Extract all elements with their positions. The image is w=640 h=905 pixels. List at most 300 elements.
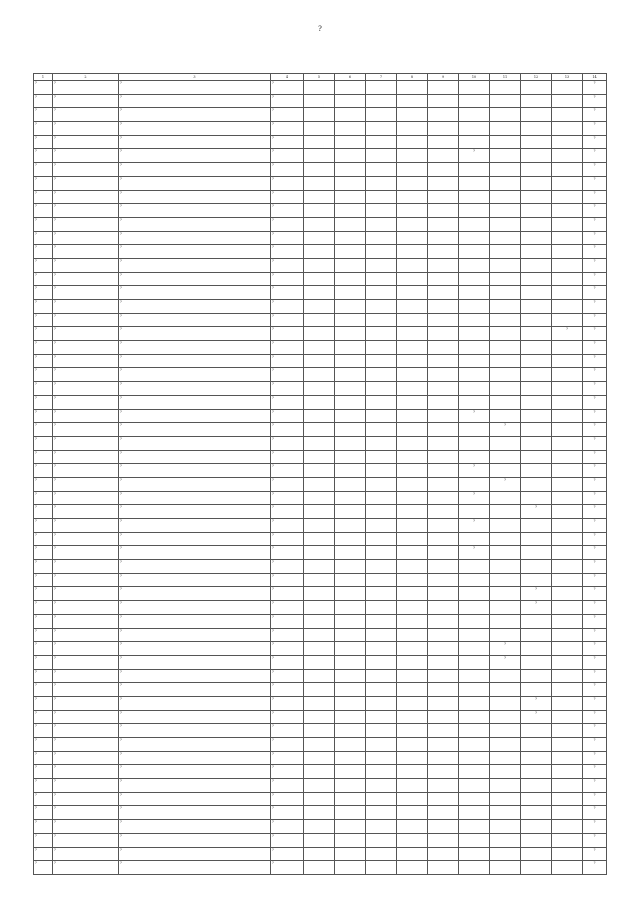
col-14: ?	[583, 258, 607, 272]
col-12	[521, 81, 552, 95]
col-10	[459, 190, 490, 204]
row-number: ?	[34, 833, 53, 847]
table-row	[34, 546, 607, 560]
col-6	[335, 792, 366, 806]
col-9	[428, 368, 459, 382]
col-10	[459, 806, 490, 820]
col-7	[366, 464, 397, 478]
col-7	[366, 806, 397, 820]
address: ?	[119, 655, 271, 669]
col-6	[335, 738, 366, 752]
row-number: ?	[34, 477, 53, 491]
col-14: ?	[583, 272, 607, 286]
address: ?	[119, 149, 271, 163]
row-number: ?	[34, 149, 53, 163]
col-11	[490, 696, 521, 710]
col-5	[304, 642, 335, 656]
col-10	[459, 245, 490, 259]
table-row	[34, 724, 607, 738]
col-6	[335, 833, 366, 847]
row-number: ?	[34, 272, 53, 286]
col-14: ?	[583, 779, 607, 793]
table-row	[34, 423, 607, 437]
table-row	[34, 204, 607, 218]
col-5	[304, 122, 335, 136]
address: ?	[119, 286, 271, 300]
col-9	[428, 614, 459, 628]
col-8	[397, 176, 428, 190]
col-5	[304, 820, 335, 834]
col-12	[521, 122, 552, 136]
year: ?	[271, 792, 304, 806]
col-9	[428, 245, 459, 259]
district-name: ?	[53, 683, 119, 697]
row-number: ?	[34, 368, 53, 382]
table-row	[34, 245, 607, 259]
col-14: ?	[583, 354, 607, 368]
col-11	[490, 587, 521, 601]
col-9	[428, 436, 459, 450]
year: ?	[271, 601, 304, 615]
district-name: ?	[53, 546, 119, 560]
year: ?	[271, 327, 304, 341]
col-8	[397, 450, 428, 464]
col-6	[335, 587, 366, 601]
col-5	[304, 94, 335, 108]
col-6	[335, 861, 366, 875]
col-13	[552, 628, 583, 642]
column-header: 6	[335, 74, 366, 81]
col-5	[304, 204, 335, 218]
col-10	[459, 300, 490, 314]
col-14: ?	[583, 81, 607, 95]
col-5	[304, 395, 335, 409]
col-12	[521, 477, 552, 491]
col-7	[366, 258, 397, 272]
col-5	[304, 573, 335, 587]
col-5	[304, 792, 335, 806]
col-11	[490, 190, 521, 204]
col-11: ?	[490, 477, 521, 491]
col-11	[490, 628, 521, 642]
table-row	[34, 491, 607, 505]
col-5	[304, 149, 335, 163]
col-8	[397, 806, 428, 820]
col-6	[335, 176, 366, 190]
col-6	[335, 696, 366, 710]
col-6	[335, 614, 366, 628]
col-9	[428, 423, 459, 437]
row-number: ?	[34, 341, 53, 355]
col-5	[304, 272, 335, 286]
year: ?	[271, 519, 304, 533]
col-8	[397, 546, 428, 560]
year: ?	[271, 436, 304, 450]
year: ?	[271, 108, 304, 122]
col-9	[428, 738, 459, 752]
col-11	[490, 573, 521, 587]
col-10	[459, 710, 490, 724]
col-12: ?	[521, 505, 552, 519]
district-name: ?	[53, 436, 119, 450]
col-7	[366, 81, 397, 95]
col-7	[366, 628, 397, 642]
row-number: ?	[34, 122, 53, 136]
col-14: ?	[583, 683, 607, 697]
col-8	[397, 108, 428, 122]
district-name: ?	[53, 751, 119, 765]
col-13	[552, 163, 583, 177]
col-5	[304, 108, 335, 122]
year: ?	[271, 81, 304, 95]
col-7	[366, 231, 397, 245]
col-5	[304, 833, 335, 847]
table-row	[34, 751, 607, 765]
col-7	[366, 792, 397, 806]
col-8	[397, 738, 428, 752]
col-14: ?	[583, 190, 607, 204]
col-14: ?	[583, 313, 607, 327]
col-12: ?	[521, 710, 552, 724]
col-11	[490, 81, 521, 95]
col-8	[397, 560, 428, 574]
col-6	[335, 135, 366, 149]
col-8	[397, 368, 428, 382]
col-11	[490, 382, 521, 396]
row-number: ?	[34, 505, 53, 519]
col-5	[304, 245, 335, 259]
col-11	[490, 560, 521, 574]
col-10	[459, 861, 490, 875]
district-name: ?	[53, 258, 119, 272]
col-10	[459, 573, 490, 587]
address: ?	[119, 300, 271, 314]
col-11	[490, 765, 521, 779]
column-header: 10	[459, 74, 490, 81]
address: ?	[119, 108, 271, 122]
col-12	[521, 655, 552, 669]
col-12	[521, 491, 552, 505]
district-name: ?	[53, 395, 119, 409]
col-10	[459, 341, 490, 355]
col-5	[304, 683, 335, 697]
district-name: ?	[53, 190, 119, 204]
col-13	[552, 505, 583, 519]
col-9	[428, 477, 459, 491]
col-6	[335, 546, 366, 560]
col-11	[490, 94, 521, 108]
col-10	[459, 163, 490, 177]
col-8	[397, 81, 428, 95]
col-12	[521, 614, 552, 628]
col-6	[335, 245, 366, 259]
district-name: ?	[53, 738, 119, 752]
col-14: ?	[583, 286, 607, 300]
col-11	[490, 546, 521, 560]
col-12	[521, 820, 552, 834]
row-number: ?	[34, 614, 53, 628]
col-8	[397, 300, 428, 314]
col-14: ?	[583, 423, 607, 437]
col-11	[490, 395, 521, 409]
col-14: ?	[583, 806, 607, 820]
address: ?	[119, 122, 271, 136]
col-13	[552, 833, 583, 847]
address: ?	[119, 820, 271, 834]
col-8	[397, 614, 428, 628]
row-number: ?	[34, 313, 53, 327]
col-11	[490, 313, 521, 327]
address: ?	[119, 614, 271, 628]
col-7	[366, 368, 397, 382]
col-7	[366, 820, 397, 834]
col-8	[397, 409, 428, 423]
col-8	[397, 436, 428, 450]
col-10	[459, 108, 490, 122]
table-row	[34, 560, 607, 574]
address: ?	[119, 395, 271, 409]
district-name: ?	[53, 450, 119, 464]
table-row	[34, 820, 607, 834]
col-11	[490, 669, 521, 683]
column-header: 8	[397, 74, 428, 81]
col-8	[397, 94, 428, 108]
col-10	[459, 217, 490, 231]
col-13	[552, 108, 583, 122]
col-14: ?	[583, 696, 607, 710]
col-7	[366, 423, 397, 437]
row-number: ?	[34, 642, 53, 656]
table-row	[34, 601, 607, 615]
col-7	[366, 122, 397, 136]
table-row	[34, 683, 607, 697]
col-9	[428, 710, 459, 724]
col-9	[428, 765, 459, 779]
col-5	[304, 847, 335, 861]
address: ?	[119, 847, 271, 861]
year: ?	[271, 751, 304, 765]
col-6	[335, 327, 366, 341]
col-5	[304, 587, 335, 601]
col-13	[552, 519, 583, 533]
year: ?	[271, 258, 304, 272]
year: ?	[271, 655, 304, 669]
address: ?	[119, 628, 271, 642]
table-row	[34, 122, 607, 136]
year: ?	[271, 833, 304, 847]
address: ?	[119, 327, 271, 341]
table-row	[34, 765, 607, 779]
col-11	[490, 724, 521, 738]
table-row	[34, 861, 607, 875]
col-7	[366, 751, 397, 765]
col-14: ?	[583, 861, 607, 875]
col-7	[366, 217, 397, 231]
col-7	[366, 313, 397, 327]
col-10	[459, 751, 490, 765]
col-14: ?	[583, 300, 607, 314]
col-6	[335, 683, 366, 697]
col-14: ?	[583, 710, 607, 724]
col-12	[521, 560, 552, 574]
row-number: ?	[34, 820, 53, 834]
district-name: ?	[53, 655, 119, 669]
district-name: ?	[53, 505, 119, 519]
col-13	[552, 354, 583, 368]
col-14: ?	[583, 765, 607, 779]
address: ?	[119, 505, 271, 519]
col-11: ?	[490, 655, 521, 669]
col-6	[335, 272, 366, 286]
col-9	[428, 833, 459, 847]
table-body	[34, 81, 607, 875]
col-8	[397, 286, 428, 300]
year: ?	[271, 176, 304, 190]
col-13	[552, 696, 583, 710]
col-11	[490, 833, 521, 847]
col-13	[552, 231, 583, 245]
address: ?	[119, 190, 271, 204]
col-5	[304, 286, 335, 300]
col-5	[304, 560, 335, 574]
table-row	[34, 464, 607, 478]
col-7	[366, 724, 397, 738]
col-11	[490, 272, 521, 286]
district-name: ?	[53, 272, 119, 286]
row-number: ?	[34, 286, 53, 300]
col-7	[366, 300, 397, 314]
col-5	[304, 779, 335, 793]
col-13	[552, 820, 583, 834]
col-7	[366, 477, 397, 491]
table-row	[34, 341, 607, 355]
row-number: ?	[34, 409, 53, 423]
col-7	[366, 286, 397, 300]
col-14: ?	[583, 135, 607, 149]
col-12	[521, 368, 552, 382]
col-13	[552, 765, 583, 779]
col-10	[459, 587, 490, 601]
col-11	[490, 149, 521, 163]
col-8	[397, 696, 428, 710]
row-number: ?	[34, 94, 53, 108]
table-row	[34, 354, 607, 368]
col-7	[366, 382, 397, 396]
address: ?	[119, 696, 271, 710]
district-name: ?	[53, 409, 119, 423]
district-name: ?	[53, 642, 119, 656]
district-name: ?	[53, 779, 119, 793]
col-5	[304, 614, 335, 628]
col-12: ?	[521, 601, 552, 615]
col-8	[397, 190, 428, 204]
col-7	[366, 149, 397, 163]
col-13	[552, 601, 583, 615]
col-5	[304, 628, 335, 642]
col-10	[459, 696, 490, 710]
col-13	[552, 94, 583, 108]
col-11	[490, 368, 521, 382]
col-8	[397, 628, 428, 642]
col-11	[490, 327, 521, 341]
district-name: ?	[53, 477, 119, 491]
year: ?	[271, 464, 304, 478]
col-6	[335, 601, 366, 615]
col-7	[366, 409, 397, 423]
address: ?	[119, 601, 271, 615]
col-8	[397, 217, 428, 231]
col-6	[335, 519, 366, 533]
col-6	[335, 436, 366, 450]
col-6	[335, 532, 366, 546]
col-6	[335, 751, 366, 765]
col-11	[490, 122, 521, 136]
year: ?	[271, 286, 304, 300]
col-10	[459, 779, 490, 793]
col-14: ?	[583, 546, 607, 560]
col-10	[459, 655, 490, 669]
col-10	[459, 683, 490, 697]
district-name: ?	[53, 614, 119, 628]
col-11	[490, 300, 521, 314]
col-9	[428, 341, 459, 355]
col-8	[397, 505, 428, 519]
col-14: ?	[583, 573, 607, 587]
table-row	[34, 505, 607, 519]
row-number: ?	[34, 573, 53, 587]
col-6	[335, 313, 366, 327]
col-8	[397, 532, 428, 546]
col-5	[304, 601, 335, 615]
col-10	[459, 477, 490, 491]
table-row	[34, 176, 607, 190]
col-9	[428, 94, 459, 108]
col-13	[552, 300, 583, 314]
col-14: ?	[583, 642, 607, 656]
year: ?	[271, 122, 304, 136]
col-12	[521, 450, 552, 464]
table-row	[34, 190, 607, 204]
district-name: ?	[53, 204, 119, 218]
col-6	[335, 847, 366, 861]
row-number: ?	[34, 176, 53, 190]
table-row	[34, 108, 607, 122]
col-13	[552, 669, 583, 683]
col-13	[552, 546, 583, 560]
col-12	[521, 217, 552, 231]
col-11	[490, 710, 521, 724]
col-5	[304, 341, 335, 355]
col-14: ?	[583, 738, 607, 752]
col-5	[304, 190, 335, 204]
col-13	[552, 258, 583, 272]
col-11	[490, 135, 521, 149]
col-12	[521, 313, 552, 327]
col-12: ?	[521, 696, 552, 710]
col-14: ?	[583, 820, 607, 834]
address: ?	[119, 204, 271, 218]
table-row	[34, 231, 607, 245]
col-7	[366, 176, 397, 190]
col-6	[335, 231, 366, 245]
column-header: 11	[490, 74, 521, 81]
district-name: ?	[53, 94, 119, 108]
district-name: ?	[53, 368, 119, 382]
col-5	[304, 710, 335, 724]
year: ?	[271, 532, 304, 546]
year: ?	[271, 204, 304, 218]
col-8	[397, 573, 428, 587]
